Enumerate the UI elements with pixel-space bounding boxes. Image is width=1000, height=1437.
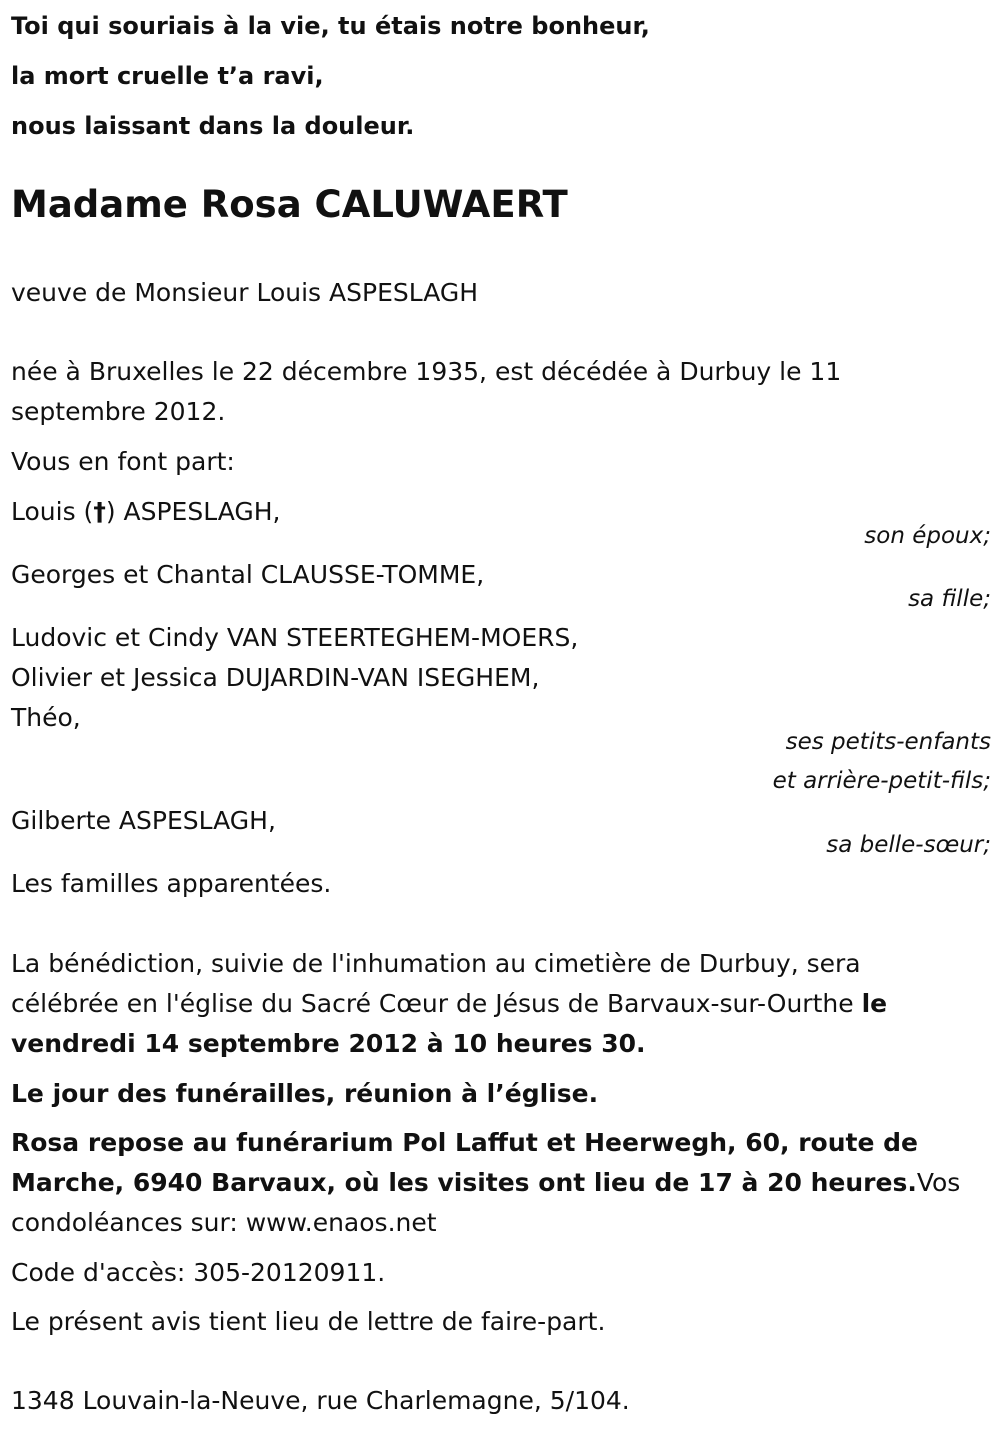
- family-member-husband: [11, 492, 281, 532]
- family-role-daughter: sa fille;: [908, 586, 991, 612]
- related-families: Les familles apparentées.: [11, 869, 332, 898]
- address-line: 1348 Louvain-la-Neuve, rue Charlemagne, 5/104.: [11, 1386, 630, 1415]
- ceremony-line-1: La bénédiction, suivie de l'inhumation au cimetière de Durbuy, sera: [11, 949, 861, 978]
- family-member-daughter: Georges et Chantal CLAUSSE-TOMME,: [11, 560, 485, 589]
- rest-line-2-normal: Vos: [916, 1168, 961, 1197]
- ceremony-line-2-bold: le: [861, 989, 888, 1018]
- family-role-husband: son époux;: [864, 523, 991, 549]
- ceremony-line-2: [11, 984, 887, 1024]
- rest-line-1: Rosa repose au funérarium Pol Laffut et Heerwegh, 60, route de: [11, 1128, 918, 1157]
- birth-death-line-2: septembre 2012.: [11, 397, 226, 426]
- rest-line-2-bold: Marche, 6940 Barvaux, où les visites ont lieu de 17 à 20 heures.: [11, 1168, 917, 1197]
- family-role-grandchildren-2: et arrière-petit-fils;: [772, 768, 991, 794]
- funeral-meeting: Le jour des funérailles, réunion à l’église.: [11, 1079, 599, 1108]
- family-role-sister-in-law: sa belle-sœur;: [826, 832, 991, 858]
- poem-line-1: Toi qui souriais à la vie, tu étais notre bonheur,: [11, 12, 650, 40]
- rest-line-2: [11, 1163, 960, 1203]
- access-code: Code d'accès: 305-20120911.: [11, 1258, 386, 1287]
- cross-icon: †: [93, 497, 106, 526]
- family-role-grandchildren-1: ses petits-enfants: [785, 729, 991, 755]
- family-member-grandchild-1: Ludovic et Cindy VAN STEERTEGHEM-MOERS,: [11, 623, 579, 652]
- husband-name-prefix: Louis (: [11, 497, 94, 526]
- poem-line-3: nous laissant dans la douleur.: [11, 112, 415, 140]
- family-member-great-grandchild: Théo,: [11, 703, 81, 732]
- spouse-line: veuve de Monsieur Louis ASPESLAGH: [11, 278, 479, 307]
- ceremony-line-2-normal: célébrée en l'église du Sacré Cœur de Jésus de Barvaux-sur-Ourthe: [11, 989, 862, 1018]
- birth-death-line-1: née à Bruxelles le 22 décembre 1935, est décédée à Durbuy le 11: [11, 357, 842, 386]
- announcement-intro: Vous en font part:: [11, 447, 235, 476]
- husband-name-suffix: ) ASPESLAGH,: [105, 497, 281, 526]
- family-member-grandchild-2: Olivier et Jessica DUJARDIN-VAN ISEGHEM,: [11, 663, 540, 692]
- family-member-sister-in-law: Gilberte ASPESLAGH,: [11, 806, 276, 835]
- condolences-line: condoléances sur: www.enaos.net: [11, 1208, 437, 1237]
- notice-line: Le présent avis tient lieu de lettre de faire-part.: [11, 1307, 606, 1336]
- deceased-name: Madame Rosa CALUWAERT: [11, 183, 568, 226]
- poem-line-2: la mort cruelle t’a ravi,: [11, 62, 324, 90]
- ceremony-date: vendredi 14 septembre 2012 à 10 heures 30.: [11, 1029, 646, 1058]
